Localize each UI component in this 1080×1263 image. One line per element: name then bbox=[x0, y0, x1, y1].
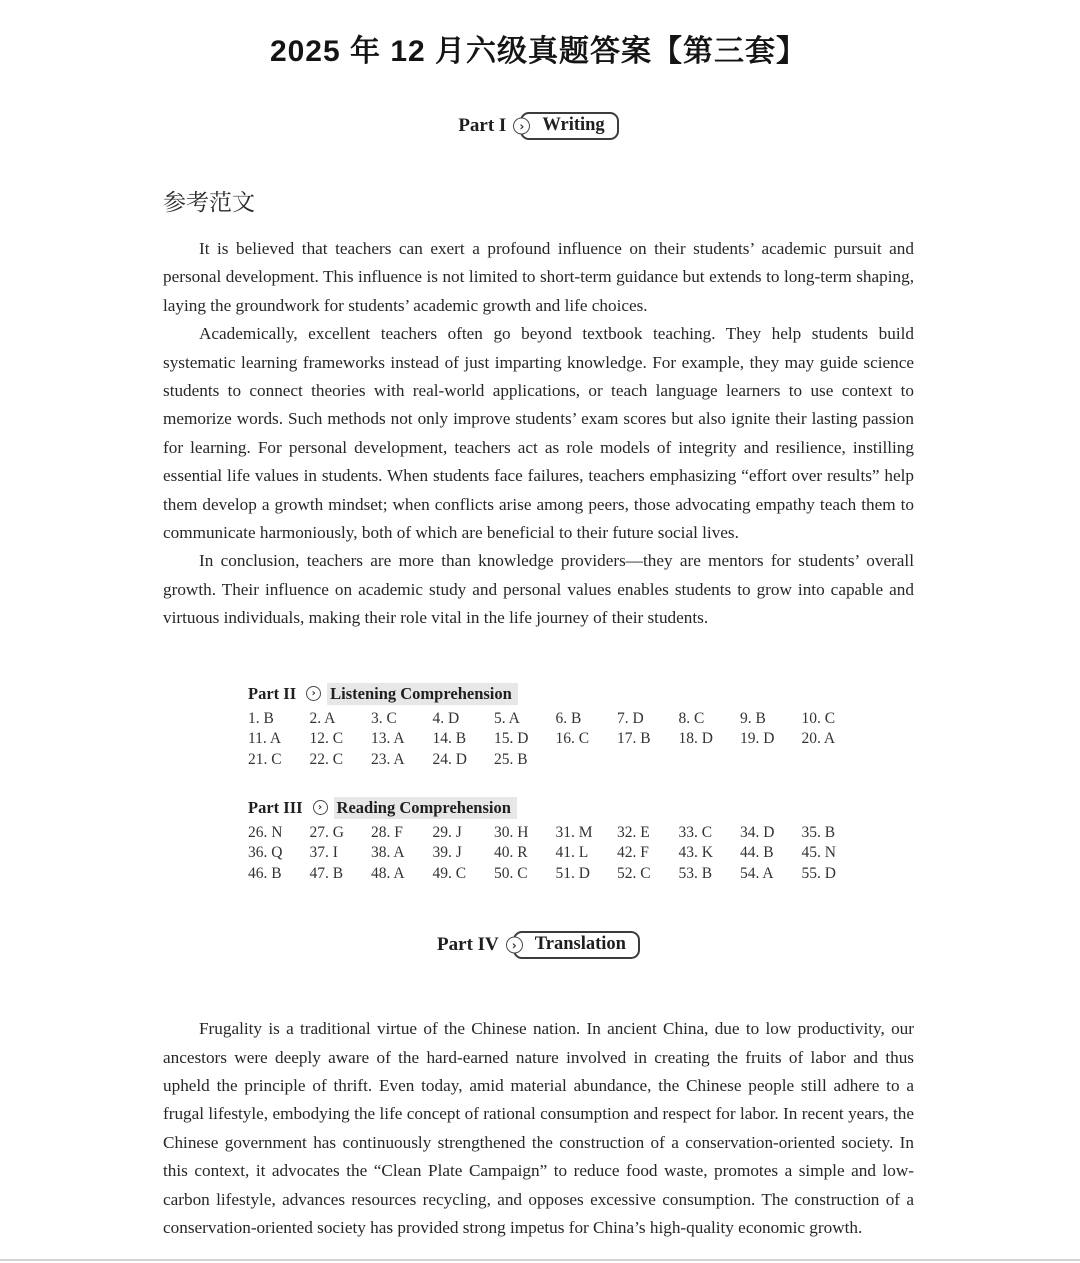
answer-item: 12. C bbox=[309, 730, 344, 748]
answer-item: 32. E bbox=[617, 823, 650, 841]
answer-item: 41. L bbox=[555, 844, 589, 862]
answer-item: 51. D bbox=[555, 864, 590, 882]
answer-item: 1. B bbox=[248, 709, 274, 727]
answer-item: 28. F bbox=[371, 823, 403, 841]
chevron-circle-icon: › bbox=[513, 118, 530, 135]
answer-item: 34. D bbox=[740, 823, 775, 841]
answer-item: 43. K bbox=[678, 844, 713, 862]
answer-item: 18. D bbox=[678, 730, 713, 748]
chevron-circle-icon: › bbox=[313, 800, 328, 815]
answer-item: 24. D bbox=[432, 750, 467, 768]
essay-paragraph: It is believed that teachers can exert a profound influence on their students’ academic pursuit and personal development. This influence is not limited to short-term guidance but extends to long-term shaping, laying the groundwork for students’ academic growth and life choices. bbox=[163, 239, 914, 315]
part1-badge bbox=[520, 112, 618, 140]
part4-badge bbox=[513, 931, 640, 959]
page-title: 2025 年 12 月六级真题答案【第三套】 bbox=[269, 35, 808, 68]
answer-item: 5. A bbox=[494, 709, 520, 727]
essay-paragraph: In conclusion, teachers are more than knowledge providers—they are mentors for students’ overall growth. Their influence on academic study and personal values enables students to grow into capable and virtuous individuals, making their role vital in the life journey of their students. bbox=[163, 551, 914, 628]
answer-item: 31. M bbox=[555, 823, 593, 841]
answer-item: 39. J bbox=[432, 844, 462, 862]
part1-heading bbox=[163, 112, 914, 140]
answer-item: 15. D bbox=[494, 730, 529, 748]
answer-item: 16. C bbox=[555, 730, 590, 748]
answer-item: 30. H bbox=[494, 823, 529, 841]
part1-badge-label: Writing bbox=[542, 115, 605, 135]
answer-item: 9. B bbox=[740, 709, 766, 727]
translation-paragraph: Frugality is a traditional virtue of the Chinese nation. In ancient China, due to low productivity, our ancestors were deeply aware of the hard-earned nature involved in creating the fruits of labor and thus upheld the principle of thrift. Even today, amid material abundance, the Chinese people still adhere to a frugal lifestyle, embodying the life concept of rational consumption and respect for labor. In recent years, the Chinese government has continuously strengthened the construction of a conservation-oriented society. In this context, it advocates the “Clean Plate Campaign” to reduce food waste, promotes a simple and low-carbon lifestyle, advances resources recycling, and opposes excessive consumption. The construction of a conservation-oriented society has provided strong impetus for China’s high-quality economic growth. bbox=[163, 1019, 914, 1237]
answer-item: 42. F bbox=[617, 844, 649, 862]
part2-section bbox=[248, 683, 914, 770]
answer-item: 22. C bbox=[309, 750, 344, 768]
answer-item: 45. N bbox=[801, 844, 836, 862]
answer-item: 49. C bbox=[432, 864, 467, 882]
answer-item: 47. B bbox=[309, 864, 344, 882]
answer-item: 25. B bbox=[494, 750, 528, 768]
answer-item: 33. C bbox=[678, 823, 713, 841]
answer-item: 14. B bbox=[432, 730, 467, 748]
answer-item: 23. A bbox=[371, 750, 405, 768]
answer-item: 11. A bbox=[248, 730, 282, 748]
answer-item: 40. R bbox=[494, 844, 528, 862]
essay-paragraph: Academically, excellent teachers often go beyond textbook teaching. They help students build systematic learning frameworks instead of just imparting knowledge. For example, they may guide science students to connect theories with real-world applications, or teach language learners to use context to memorize words. Such methods not only improve students’ exam scores but also ignite their lasting passion for learning. For personal development, teachers act as role models of integrity and resilience, instilling essential life values in students. When students face failures, teachers emphasizing “effort over results” help them develop a growth mindset; when conflicts arise among peers, those advocating empathy teach them to communicate harmoniously, both of which are beneficial to their future social lives. bbox=[163, 324, 914, 543]
answer-item: 3. C bbox=[371, 709, 397, 727]
answer-item: 35. B bbox=[801, 823, 836, 841]
answer-item: 29. J bbox=[432, 823, 462, 841]
translation-body bbox=[163, 1015, 914, 1242]
answer-item: 13. A bbox=[371, 730, 405, 748]
answer-item: 54. A bbox=[740, 864, 774, 882]
part2-label: Part II bbox=[248, 683, 297, 703]
answer-item: 20. A bbox=[801, 730, 836, 748]
answer-item: 4. D bbox=[432, 709, 460, 727]
part2-answers-grid bbox=[248, 709, 914, 770]
answer-item: 55. D bbox=[801, 864, 836, 882]
chevron-circle-icon: › bbox=[506, 937, 523, 954]
part3-section bbox=[248, 797, 914, 884]
answer-item: 27. G bbox=[309, 823, 344, 841]
part3-heading bbox=[248, 797, 914, 819]
answer-item: 44. B bbox=[740, 844, 774, 862]
chevron-circle-icon: › bbox=[306, 686, 321, 701]
part2-heading bbox=[248, 683, 914, 705]
answer-item: 50. C bbox=[494, 864, 528, 882]
answer-item: 2. A bbox=[309, 709, 336, 727]
answer-item: 8. C bbox=[678, 709, 705, 727]
part3-badge-label: Reading Comprehension bbox=[334, 797, 517, 819]
answer-item: 10. C bbox=[801, 709, 836, 727]
answer-item: 53. B bbox=[678, 864, 713, 882]
part1-label: Part I bbox=[458, 115, 507, 136]
essay-body bbox=[163, 235, 914, 633]
answer-item: 6. B bbox=[555, 709, 582, 727]
answer-item: 48. A bbox=[371, 864, 405, 882]
answer-item: 26. N bbox=[248, 823, 283, 841]
essay-heading: 参考范文 bbox=[163, 189, 255, 215]
answer-item: 17. B bbox=[617, 730, 651, 748]
answer-item: 46. B bbox=[248, 864, 282, 882]
part4-badge-label: Translation bbox=[534, 934, 626, 955]
page-bottom-divider bbox=[0, 1259, 1080, 1261]
answer-item: 52. C bbox=[617, 864, 651, 882]
answer-item: 37. I bbox=[309, 844, 338, 862]
answer-item: 19. D bbox=[740, 730, 775, 748]
part3-answers-grid bbox=[248, 823, 914, 884]
answer-item: 7. D bbox=[617, 709, 644, 727]
answer-item: 21. C bbox=[248, 750, 282, 768]
part3-label: Part III bbox=[248, 797, 303, 817]
part2-badge-label: Listening Comprehension bbox=[327, 683, 518, 705]
answer-item: 36. Q bbox=[248, 844, 283, 862]
answer-item: 38. A bbox=[371, 844, 405, 862]
part4-label: Part IV bbox=[437, 934, 499, 956]
part4-heading bbox=[163, 931, 914, 959]
